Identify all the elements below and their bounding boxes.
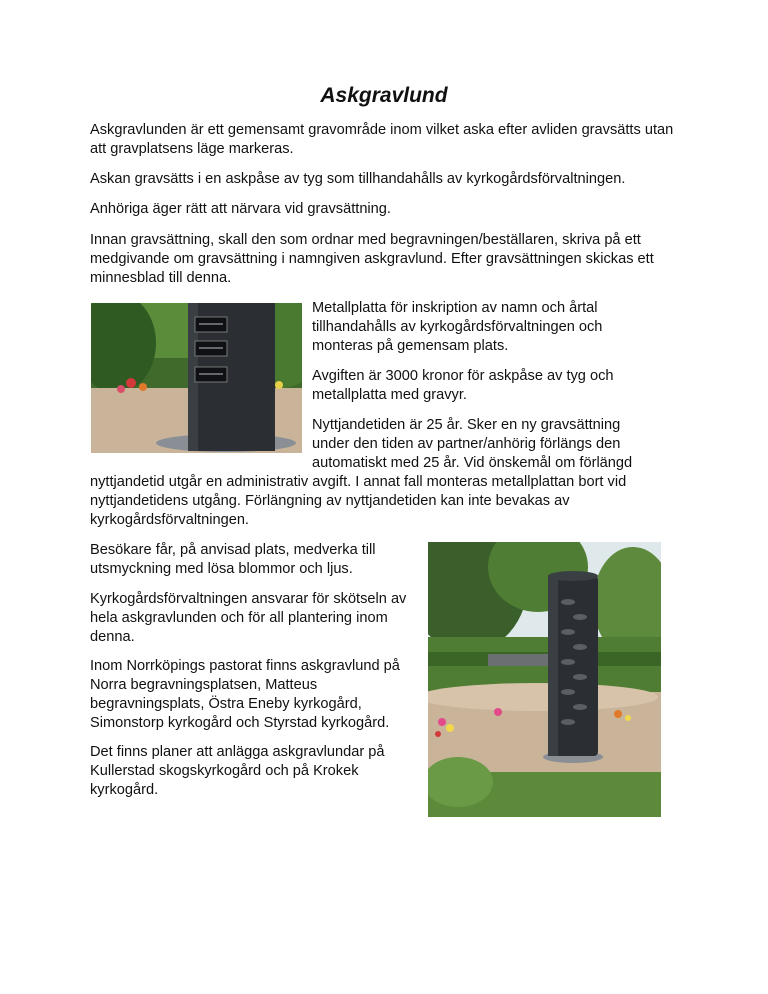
paragraph-intro: Askgravlunden är ett gemensamt gravområde inom vilket aska efter avliden gravsätts utan att gravplatsens läge markeras. <box>90 122 674 157</box>
memorial-column-photo <box>428 542 661 817</box>
paragraph-ash-bag: Askan gravsätts i en askpåse av tyg som tillhandahålls av kyrkogårdsförvaltningen. <box>90 171 626 187</box>
paragraph-fee: Avgiften är 3000 kronor för askpåse av tyg och metallplatta med gravyr. <box>312 368 614 403</box>
paragraph-maintenance: Kyrkogårdsförvaltningen ansvarar för skötseln av hela askgravlunden och för all plantering inom denna. <box>90 591 407 645</box>
paragraph-metal-plate: Metallplatta för inskription av namn och årtal tillhandahålls av kyrkogårdsförvaltningen och monteras på gemensam plats. <box>312 300 603 354</box>
memorial-stone-photo <box>91 303 302 453</box>
paragraph-relatives: Anhöriga äger rätt att närvara vid gravsättning. <box>90 201 391 217</box>
paragraph-consent: Innan gravsättning, skall den som ordnar med begravningen/beställaren, skriva på ett medgivande om gravsättning i namngiven askgravlund. Efter gravsättningen skickas ett minnesblad till denna. <box>90 232 654 286</box>
paragraph-usage-period: Nyttjandetiden är 25 år. Sker en ny gravsättning under den tiden av partner/anhörig förlängs den automatiskt med 25 år. Vid önskemål om förlängd <box>312 417 633 471</box>
page-title: Askgravlund <box>320 84 448 107</box>
paragraph-visitors: Besökare får, på anvisad plats, medverka till utsmyckning med lösa blommor och ljus. <box>90 542 376 577</box>
paragraph-plans: Det finns planer att anlägga askgravlundar på Kullerstad skogskyrkogård och på Krokek kyrkogård. <box>90 744 385 798</box>
paragraph-locations: Inom Norrköpings pastorat finns askgravlund på Norra begravningsplatsen, Matteus begravningsplats, Östra Eneby kyrkogård, Simonstorp kyrkogård och Styrstad kyrkogård. <box>90 658 400 731</box>
paragraph-usage-period-cont: nyttjandetid utgår en administrativ avgift. I annat fall monteras metallplattan bort vid nyttjandetidens utgång. Förlängning av nyttjandetiden kan inte bevakas av kyrkogårdsförvaltningen. <box>90 474 627 528</box>
